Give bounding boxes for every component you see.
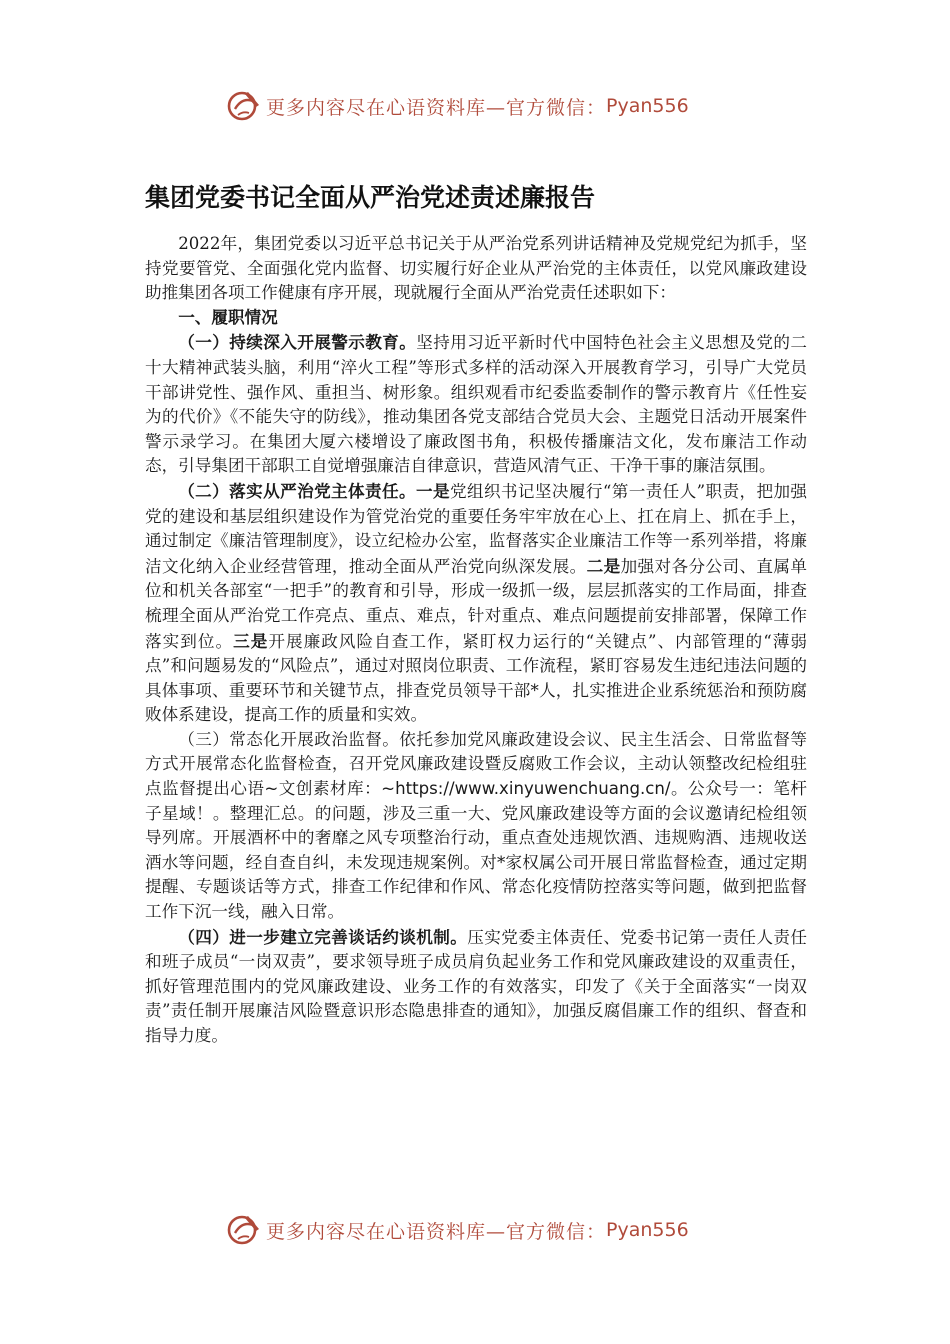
watermark-header xyxy=(226,86,689,126)
paragraph-2-keyword-1: 一是 xyxy=(415,480,450,501)
paragraph-3 xyxy=(145,728,807,925)
paragraph-4-heading: （四）进一步建立完善谈话约谈机制。 xyxy=(178,926,468,947)
paragraph-2 xyxy=(145,479,807,728)
xinyu-logo-icon xyxy=(226,1212,262,1248)
paragraph-3-inserted-ad: 心语~文创素材库：~https://www.xinyuwenchuang.cn/。公众号一：笔杆子星域！。整理汇总。 xyxy=(145,779,807,823)
paragraph-1-body: 坚持用习近平新时代中国特色社会主义思想及党的二十大精神武装头脑，利用“淬火工程”等形式多样的活动深入开展教育学习，引导广大党员干部讲党性、强作风、重担当、树形象。组织观看市纪委监委制作的警示教育片《任性妄为的代价》《不能失守的防线》，推动集团各党支部结合党员大会、主题党日活动开展案件警示录学习。在集团大厦六楼增设了廉政图书角，积极传播廉洁文化，发布廉洁工作动态，引导集团干部职工自觉增强廉洁自律意识，营造风清气正、干净干事的廉洁氛围。 xyxy=(145,333,808,476)
paragraph-3-text-b: 的问题，涉及三重一大、党风廉政建设等方面的会议邀请纪检组领导列席。开展酒杯中的奢靡之风专项整治行动，重点查处违规饮酒、违规购酒、违规收送酒水等问题，经自查自纠，未发现违规案例。对*家权属公司开展日常监督检查，通过定期提醒、专题谈话等方式，排查工作纪律和作风、常态化疫情防控落实等问题，做到把监督工作下沉一线，融入日常。 xyxy=(145,803,807,922)
paragraph-2-keyword-3: 三是 xyxy=(233,630,269,651)
watermark-text: 更多内容尽在心语资料库—官方微信： xyxy=(266,1220,607,1243)
paragraph-4-body: 压实党委主体责任、党委书记第一责任人责任和班子成员“一岗双责”，要求领导班子成员肩负起业务工作和党风廉政建设的双重责任，抓好管理范围内的党风廉政建设、业务工作的有效落实，印发了《关于全面落实“一岗双责”责任制开展廉洁风险暨意识形态隐患排查的通知》，加强反腐倡廉工作的组织、督查和指导力度。 xyxy=(145,927,808,1045)
paragraph-2-text-1: 党组织书记坚决履行“第一责任人”职责，把加强党的建设和基层组织建设作为管党治党的重要任务牢牢放在心上、扛在肩上、抓在手上，通过制定《廉洁管理制度》，设立纪检办公室，监督落实企业廉洁工作等一系列举措，将廉洁文化纳入企业经营管理，推动全面从严治党向纵深发展。 xyxy=(145,481,808,576)
paragraph-2-keyword-2: 二是 xyxy=(586,555,621,576)
paragraph-3-text-a: （三）常态化开展政治监督。依托参加党风廉政建设会议、民主生活会、日常监督等方式开展常态化监督检查，召开党风廉政建设暨反腐败工作会议，主动认领整改纪检组驻点监督提出 xyxy=(145,729,807,799)
paragraph-2-text-3: 开展廉政风险自查工作，紧盯权力运行的“关键点”、内部管理的“薄弱点”和问题易发的“风险点”，通过对照岗位职责、工作流程，紧盯容易发生违纪违法问题的具体事项、重要环节和关键节点，排查党员领导干部*人，扎实推进企业系统惩治和预防腐败体系建设，提高工作的质量和实效。 xyxy=(145,631,807,725)
intro-paragraph: 2022年，集团党委以习近平总书记关于从严治党系列讲话精神及党规党纪为抓手，坚持党要管党、全面强化党内监督、切实履行好企业从严治党的主体责任，以党风廉政建设助推集团各项工作健康有序开展，现就履行全面从严治党责任述职如下： xyxy=(145,234,807,303)
watermark-footer xyxy=(226,1210,689,1250)
xinyu-logo-icon xyxy=(226,88,262,124)
paragraph-1-heading: （一）持续深入开展警示教育。 xyxy=(178,332,417,353)
watermark-text: 更多内容尽在心语资料库—官方微信： xyxy=(266,96,607,119)
paragraph-1 xyxy=(145,330,807,479)
document-title: 集团党委书记全面从严治党述责述廉报告 xyxy=(145,183,596,212)
paragraph-2-heading: （二）落实从严治党主体责任。 xyxy=(178,480,416,501)
section-heading-1: 一、履职情况 xyxy=(178,307,278,327)
paragraph-2-text-2: 加强对各分公司、直属单位和机关各部室“一把手”的教育和引导，形成一级抓一级，层层抓落实的工作局面，排查梳理全面从严治党工作亮点、重点、难点，针对重点、难点问题提前安排部署，保障工作落实到位。 xyxy=(145,556,807,651)
document-body xyxy=(145,232,807,1049)
paragraph-4 xyxy=(145,925,807,1049)
watermark-wechat-id: Pyan556 xyxy=(606,95,689,117)
watermark-wechat-id: Pyan556 xyxy=(606,1219,689,1241)
